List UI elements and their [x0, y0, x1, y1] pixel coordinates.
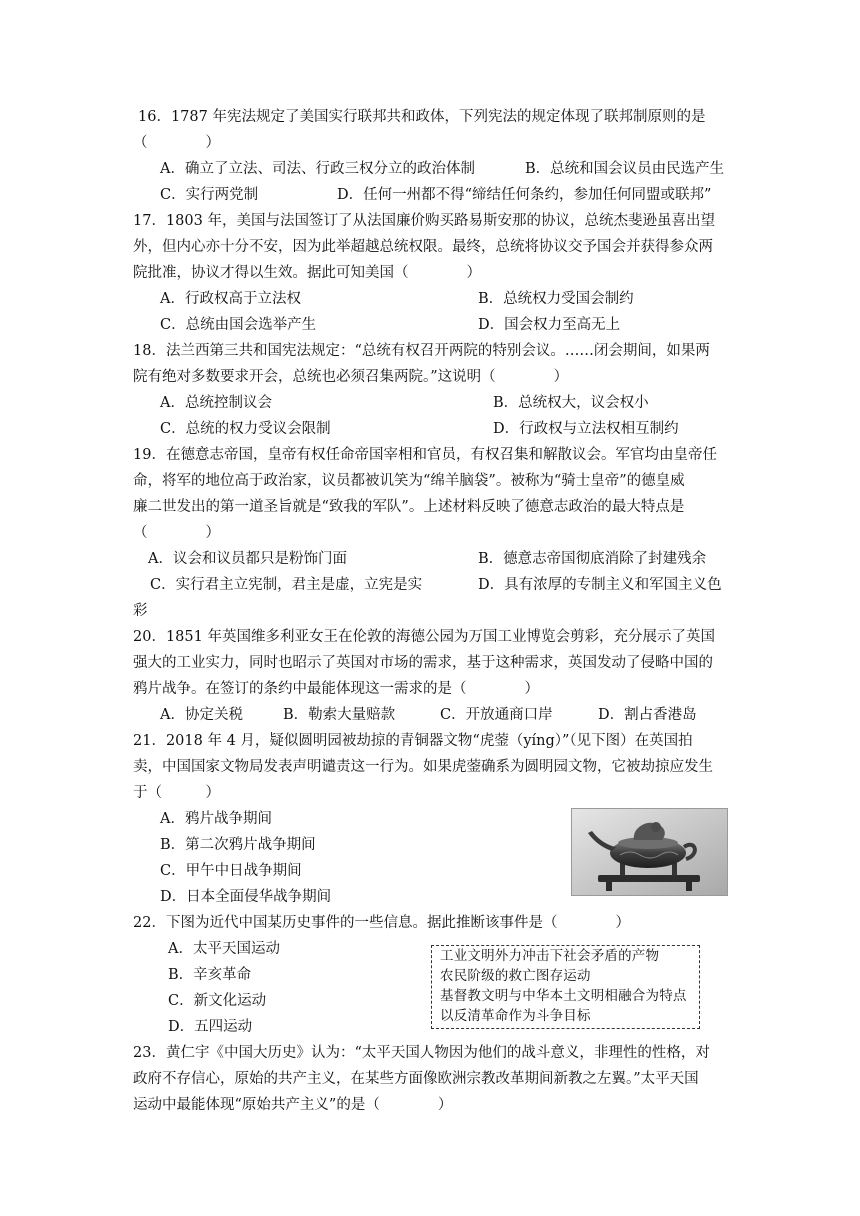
text-line: 22．下图为近代中国某历史事件的一些信息。据此推断该事件是（ ） — [133, 915, 630, 931]
text-line: A．议会和议员都只是粉饰门面 — [148, 551, 347, 567]
text-line: C．实行君主立宪制，君主是虚，立宪是实 — [150, 577, 423, 593]
text-line: B．勒索大量赔款 — [283, 707, 396, 723]
text-line: D．国会权力至高无上 — [478, 317, 621, 333]
text-line: 20．1851 年英国维多利亚女王在伦敦的海德公园为万国工业博览会剪彩，充分展示了英国 — [133, 629, 715, 645]
text-line: 外，但内心亦十分不安，因为此举超越总统权限。最终，总统将协议交予国会并获得参众两 — [133, 239, 713, 255]
text-line: D．日本全面侵华战争期间 — [160, 889, 332, 905]
text-line: C．新文化运动 — [168, 993, 267, 1009]
text-line: （ ） — [133, 525, 220, 541]
text-line: D．割占香港岛 — [598, 707, 697, 723]
info-line: 工业文明外力冲击下社会矛盾的产物 — [440, 948, 660, 964]
text-line: 彩 — [133, 603, 148, 619]
text-line: A．确立了立法、司法、行政三权分立的政治体制 — [160, 161, 475, 177]
text-line: 鸦片战争。在签订的条约中最能体现这一需求的是（ ） — [133, 681, 539, 697]
text-line: B．总统权力受国会制约 — [478, 291, 634, 307]
event-info-box — [431, 945, 700, 1029]
info-line: 以反清革命作为斗争目标 — [440, 1008, 591, 1024]
text-line: 院批准，协议才得以生效。据此可知美国（ ） — [133, 265, 481, 281]
text-line: 强大的工业实力，同时也昭示了英国对市场的需求，基于这种需求，英国发动了侵略中国的 — [133, 655, 713, 671]
text-line: A．协定关税 — [160, 707, 243, 723]
text-line: 卖，中国国家文物局发表声明谴责这一行为。如果虎蓥确系为圆明园文物，它被劫掠应发生 — [133, 759, 713, 775]
text-line: 政府不存信心，原始的共产主义，在某些方面像欧洲宗教改革期间新教之左翼。”太平天国 — [133, 1071, 699, 1087]
text-line: C．开放通商口岸 — [440, 707, 553, 723]
text-line: 命，将军的地位高于政治家，议员都被讥笑为“绵羊脑袋”。被称为“骑士皇帝”的德皇威 — [133, 473, 685, 489]
text-line: 于（ ） — [133, 785, 220, 801]
text-line: B．总统和国会议员由民选产生 — [525, 161, 725, 177]
text-line: 运动中最能体现“原始共产主义”的是（ ） — [133, 1097, 453, 1113]
info-line: 基督教文明与中华本土文明相融合为特点 — [440, 988, 687, 1004]
text-line: 廉二世发出的第一道圣旨就是“致我的军队”。上述材料反映了德意志政治的最大特点是 — [133, 499, 685, 515]
text-line: 院有绝对多数要求开会，总统也必须召集两院。”这说明（ ） — [133, 369, 569, 385]
bronze-vessel-illustration — [572, 809, 727, 895]
text-line: D．具有浓厚的专制主义和军国主义色 — [478, 577, 722, 593]
text-line: 17．1803 年，美国与法国签订了从法国廉价购买路易斯安那的协议，总统杰斐逊虽喜出望 — [133, 213, 715, 229]
text-line: C．甲午中日战争期间 — [160, 863, 302, 879]
text-line: D．五四运动 — [168, 1019, 253, 1035]
text-line: A．行政权高于立法权 — [160, 291, 301, 307]
text-line: B．第二次鸦片战争期间 — [160, 837, 316, 853]
info-line: 农民阶级的救亡图存运动 — [440, 968, 591, 984]
text-line: 21．2018 年 4 月，疑似圆明园被劫掠的青铜器文物“虎蓥（yíng）”（见下图）在英国拍 — [133, 733, 693, 749]
text-line: 18．法兰西第三共和国宪法规定：“总统有权召开两院的特别会议。……闭会期间，如果两 — [133, 343, 710, 359]
bronze-vessel-photo — [571, 808, 728, 896]
text-line: A．鸦片战争期间 — [160, 811, 272, 827]
text-line: C．实行两党制 — [160, 187, 259, 203]
text-line: A．总统控制议会 — [160, 395, 272, 411]
text-line: C．总统的权力受议会限制 — [160, 421, 331, 437]
text-line: 16．1787 年宪法规定了美国实行联邦共和政体，下列宪法的规定体现了联邦制原则的是 — [138, 109, 706, 125]
text-line: 19．在德意志帝国，皇帝有权任命帝国宰相和官员，有权召集和解散议会。军官均由皇帝任 — [133, 447, 717, 463]
text-line: A．太平天国运动 — [168, 941, 280, 957]
text-line: D．行政权与立法权相互制约 — [493, 421, 679, 437]
text-line: B．德意志帝国彻底消除了封建残余 — [478, 551, 707, 567]
text-line: B．辛亥革命 — [168, 967, 252, 983]
text-line: B．总统权大，议会权小 — [493, 395, 649, 411]
text-line: 23．黄仁宇《中国大历史》认为：“太平天国人物因为他们的战斗意义，非理性的性格，对 — [133, 1045, 710, 1061]
text-line: C．总统由国会选举产生 — [160, 317, 317, 333]
text-line: D．任何一州都不得“缔结任何条约，参加任何同盟或联邦” — [337, 187, 712, 203]
text-line: （ ） — [133, 135, 220, 151]
